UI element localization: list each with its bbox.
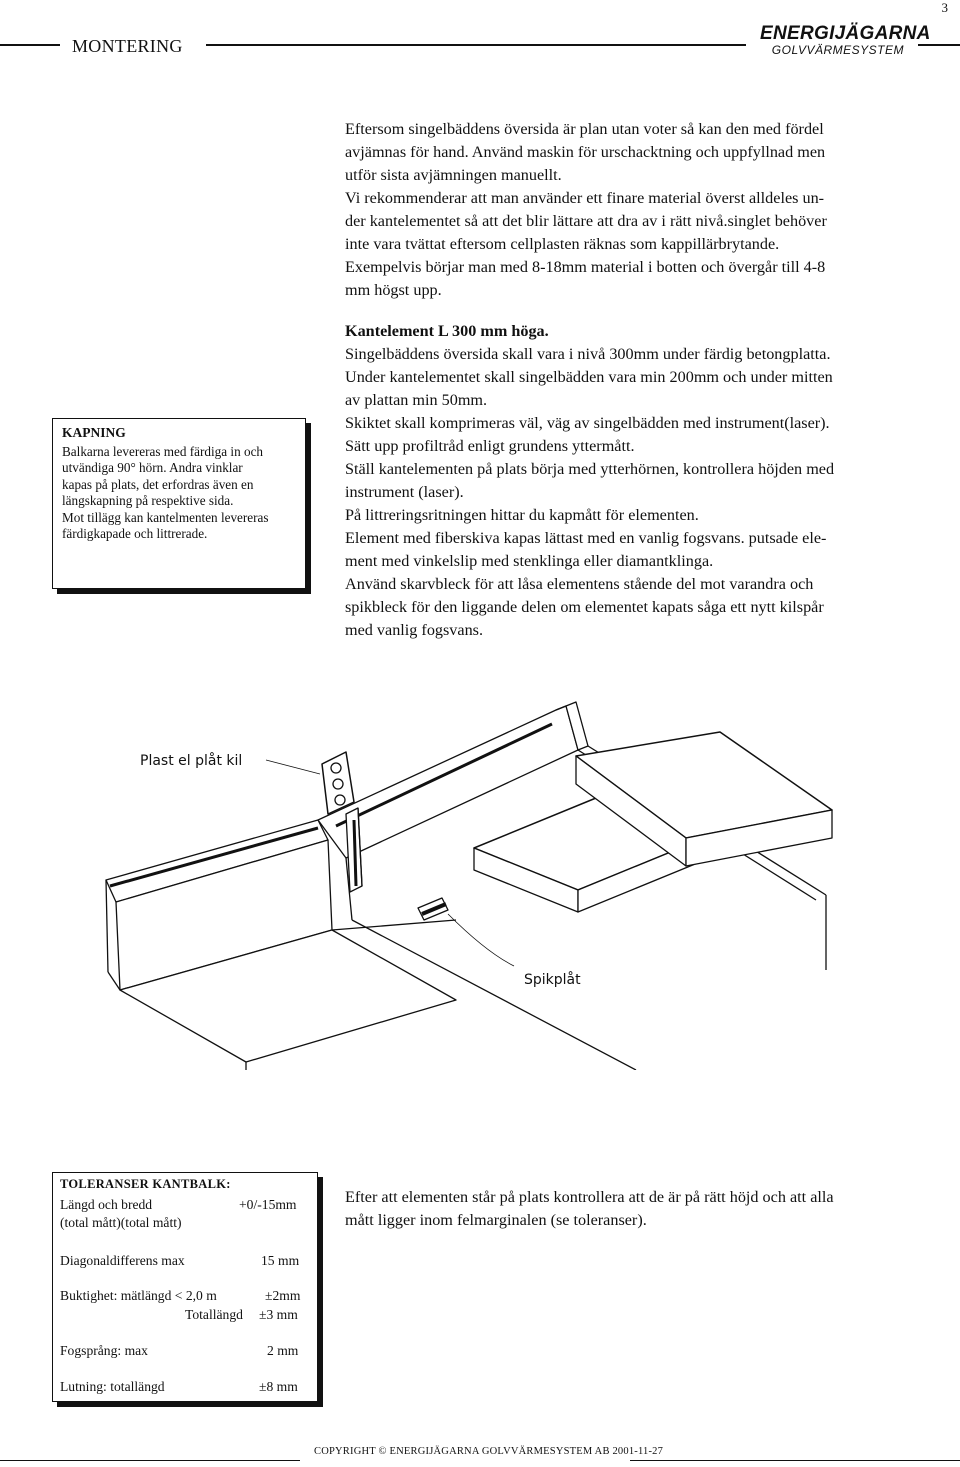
tolerance-value: ±8 mm xyxy=(259,1379,298,1394)
text-line: av plattan min 50mm. xyxy=(345,391,488,409)
tolerance-value: 2 mm xyxy=(267,1343,299,1358)
text-line: mått ligger inom felmarginalen (se toleranser). xyxy=(345,1211,647,1229)
tolerance-box xyxy=(52,1172,318,1402)
tolerance-value: +0/-15mm xyxy=(239,1197,297,1212)
intro-paragraph xyxy=(345,118,905,302)
text-line: Under kantelementet skall singelbädden vara min 200mm och under mitten xyxy=(345,368,833,386)
text-line: instrument (laser). xyxy=(345,483,464,501)
text-line: Skiktet skall komprimeras väl, väg av singelbädden med instrument(laser). xyxy=(345,414,830,432)
tolerance-value: 15 mm xyxy=(261,1253,300,1268)
text-line: spikbleck för den liggande delen om elementet kapats såga ett nytt kilspår xyxy=(345,598,824,616)
text-line: Vi rekommenderar att man använder ett finare material överst alldeles un- xyxy=(345,189,825,207)
text-line: der kantelementet så att det blir lättare att dra av i rätt nivå.singlet behöver xyxy=(345,212,827,230)
after-installation-text xyxy=(345,1186,910,1232)
assembly-diagram xyxy=(96,690,896,1070)
text-line: Exempelvis börjar man med 8-18mm material i botten och övergår till 4-8 xyxy=(345,258,826,276)
copyright-footer: COPYRIGHT © ENERGIJÄGARNA GOLVVÄRMESYSTEM AB 2001-11-27 xyxy=(314,1446,664,1457)
text-line: Sätt upp profiltråd enligt grundens yttermått. xyxy=(345,437,635,455)
text-line: Element med fiberskiva kapas lättast med en vanlig fogsvans. putsade ele- xyxy=(345,529,827,547)
tolerance-label: Längd och bredd xyxy=(60,1197,153,1212)
page-number: 3 xyxy=(941,0,948,15)
text-line: längskapning på respektive sida. xyxy=(62,493,234,508)
header-rule-middle xyxy=(206,44,746,46)
text-line: Eftersom singelbäddens översida är plan utan voter så kan den med fördel xyxy=(345,120,824,138)
header-rule-right xyxy=(918,44,960,46)
text-line: Singelbäddens översida skall vara i nivå 300mm under färdig betongplatta. xyxy=(345,345,831,363)
tolerance-label-secondary: (total mått)(total mått) xyxy=(60,1215,182,1230)
text-line: utför sista avjämningen manuellt. xyxy=(345,166,562,184)
tolerance-value: ±2mm xyxy=(265,1288,301,1303)
label-wedge: Plast el plåt kil xyxy=(140,753,243,769)
tolerance-label: Fogsprång: max xyxy=(60,1343,148,1358)
text-line: Ställ kantelementen på plats börja med ytterhörnen, kontrollera höjden med xyxy=(345,460,835,478)
tolerance-title: TOLERANSER KANTBALK: xyxy=(60,1177,231,1191)
text-line: mm högst upp. xyxy=(345,281,442,299)
kapning-box xyxy=(52,418,306,589)
tolerance-label: Lutning: totallängd xyxy=(60,1379,165,1394)
label-nail-plate: Spikplåt xyxy=(524,972,581,988)
text-line: Balkarna levereras med färdiga in och xyxy=(62,443,264,459)
text-line: Mot tillägg kan kantelmenten levereras xyxy=(62,509,269,525)
tolerance-label: Diagonaldifferens max xyxy=(60,1253,185,1268)
footer-rule-right xyxy=(630,1460,960,1461)
text-line: färdigkapade och littrerade. xyxy=(62,526,208,541)
text-line: Efter att elementen står på plats kontrollera att de är på rätt höjd och att alla xyxy=(345,1188,834,1206)
text-line: Använd skarvbleck för att låsa elementens stående del mot varandra och xyxy=(345,575,814,593)
footer-rule-left xyxy=(0,1460,300,1461)
text-line: avjämnas för hand. Använd maskin för urschacktning och uppfyllnad men xyxy=(345,143,826,161)
section-title: MONTERING xyxy=(72,36,183,56)
logo-wordmark: ENERGIJÄGARNA xyxy=(760,23,931,44)
header-rule-left xyxy=(0,44,60,46)
tolerance-value: ±3 mm xyxy=(259,1307,298,1322)
kapning-title: KAPNING xyxy=(62,425,126,440)
tolerance-label: Buktighet: mätlängd < 2,0 m xyxy=(60,1288,217,1303)
tolerance-label: Totallängd xyxy=(185,1307,243,1322)
text-line: utvändiga 90° hörn. Andra vinklar xyxy=(62,460,243,475)
text-line: kapas på plats, det erfordras även en xyxy=(62,476,254,492)
nail-plate xyxy=(418,898,514,966)
text-line: inte vara tvättat eftersom cellplasten räknas som kappillärbrytande. xyxy=(345,235,780,253)
company-logo xyxy=(760,23,931,64)
section-heading: Kantelement L 300 mm höga. xyxy=(345,322,549,340)
text-line: ment med vinkelslip med stenklinga eller diamantklinga. xyxy=(345,552,714,570)
front-wall-element xyxy=(106,820,456,1070)
text-line: med vanlig fogsvans. xyxy=(345,621,484,639)
text-line: På littreringsritningen hittar du kapmått för elementen. xyxy=(345,506,699,524)
wedge-part xyxy=(266,752,354,814)
kantelement-section xyxy=(345,320,910,642)
logo-subtitle: GOLVVÄRMESYSTEM xyxy=(771,43,904,57)
